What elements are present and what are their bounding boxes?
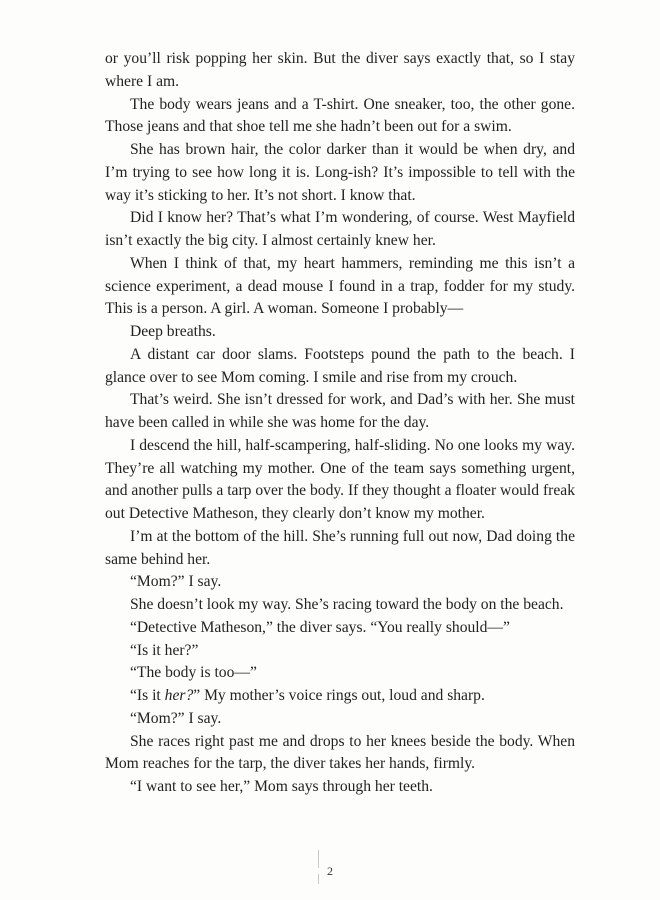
- paragraph-17: “Mom?” I say.: [130, 709, 222, 727]
- paragraph-11: “Mom?” I say.: [130, 573, 222, 591]
- paragraph-14: “Is it her?”: [130, 641, 199, 659]
- paragraph-7: A distant car door slams. Footsteps pound the path to the beach. I glance over to see Mom coming. I smile and rise from my crouch.: [105, 345, 575, 386]
- paragraph-10: I’m at the bottom of the hill. She’s running full out now, Dad doing the same behind her.: [105, 527, 575, 568]
- paragraph-19: “I want to see her,” Mom says through her teeth.: [130, 778, 433, 795]
- paragraph-9: I descend the hill, half-scampering, half-sliding. No one looks my way. They’re all watching my mother. One of the team says something urgent, and another pulls a tarp over the body. If they thought a floater would freak out Detective Matheson, they clearly don’t know my mother.: [105, 436, 575, 522]
- emphasis-line-emphasis: her?: [164, 687, 194, 704]
- paragraph-16: [105, 685, 575, 708]
- paragraph-2: The body wears jeans and a T-shirt. One sneaker, too, the other gone. Those jeans and that shoe tell me she hadn’t been out for a swim.: [105, 95, 575, 136]
- paragraph-6: Deep breaths.: [130, 323, 216, 340]
- paragraph-18: She races right past me and drops to her knees beside the body. When Mom reaches for the tarp, the diver takes her hands, firmly.: [105, 732, 575, 773]
- paragraph-4: Did I know her? That’s what I’m wondering, of course. West Mayfield isn’t exactly the big city. I almost certainly knew her.: [105, 209, 575, 249]
- paragraph-3: She has brown hair, the color darker than it would be when dry, and I’m trying to see how long it is. Long-ish? It’s impossible to tell with the way it’s sticking to her. It’s not short. I know that.: [105, 141, 575, 204]
- paragraph-1: or you’ll risk popping her skin. But the diver says exactly that, so I stay where I am.: [105, 50, 575, 90]
- paragraph-8: That’s weird. She isn’t dressed for work, and Dad’s with her. She must have been called in while she was home for the day.: [105, 391, 575, 431]
- emphasis-line-after: ” My mother’s voice rings out, loud and sharp.: [193, 687, 485, 704]
- paragraph-12: She doesn’t look my way. She’s racing toward the body on the beach.: [130, 596, 564, 613]
- paragraph-5: When I think of that, my heart hammers, reminding me this isn’t a science experiment, a dead mouse I found in a trap, fodder for my study. This is a person. A girl. A woman. Someone I probably—: [105, 254, 575, 318]
- paragraph-13: “Detective Matheson,” the diver says. “You really should—”: [130, 618, 510, 636]
- paragraph-15: “The body is too—”: [130, 664, 257, 682]
- body-text: [105, 48, 575, 799]
- page-number: 2: [327, 864, 333, 878]
- emphasis-line-before: “Is it: [130, 687, 165, 704]
